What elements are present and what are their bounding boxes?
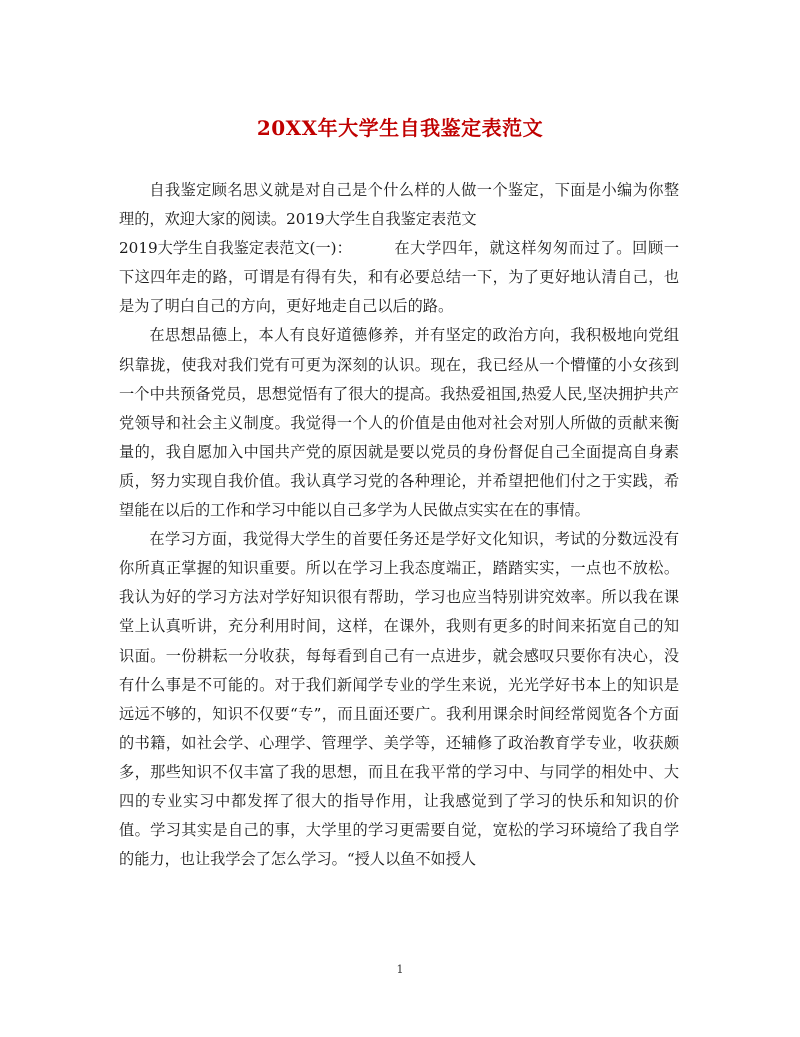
document-title: 20XX年大学生自我鉴定表范文 [256, 116, 544, 140]
paragraph-intro: 自我鉴定顾名思义就是对自己是个什么样的人做一个鉴定，下面是小编为你整理的，欢迎大家的阅读。2019大学生自我鉴定表范文 [119, 181, 679, 229]
paragraph-section-1 [119, 234, 679, 321]
paragraph-study: 在学习方面，我觉得大学生的首要任务还是学好文化知识，考试的分数远没有你所真正掌握的知识重要。所以在学习上我态度端正，踏踏实实，一点也不放松。我认为好的学习方法对学好知识很有帮助，学习也应当特别讲究效率。所以我在课堂上认真听讲，充分利用时间，这样，在课外，我则有更多的时间来拓宽自己的知识面。一份耕耘一分收获，每每看到自己有一点进步，就会感叹只要你有决心，没有什么事是不可能的。对于我们新闻学专业的学生来说，光光学好书本上的知识是远远不够的，知识不仅要“专”，而且面还要广。我利用课余时间经常阅览各个方面的书籍，如社会学、心理学、管理学、美学等，还辅修了政治教育学专业，收获颇多，那些知识不仅丰富了我的思想，而且在我平常的学习中、与同学的相处中、大四的专业实习中都发挥了很大的指导作用，让我感觉到了学习的快乐和知识的价值。学习其实是自己的事，大学里的学习更需要自觉，宽松的学习环境给了我自学的能力，也让我学会了怎么学习。“授人以鱼不如授人 [119, 530, 679, 869]
section-opening-text: 在大学四年，就这样匆匆而过了。回顾一下这四年走的路，可谓是有得有失，和有必要总结一下，为了更好地认清自己，也是为了明白自己的方向，更好地走自己以后的路。 [119, 239, 679, 316]
document-body [119, 176, 679, 874]
page-number: 1 [396, 963, 404, 976]
paragraph-ideology: 在思想品德上，本人有良好道德修养，并有坚定的政治方向，我积极地向党组织靠拢，使我对我们党有可更为深刻的认识。现在，我已经从一个懵懂的小女孩到一个中共预备党员，思想觉悟有了很大的提高。我热爱祖国,热爱人民,坚决拥护共产党领导和社会主义制度。我觉得一个人的价值是由他对社会对别人所做的贡献来衡量的，我自愿加入中国共产党的原因就是要以党员的身份督促自己全面提高自身素质，努力实现自我价值。我认真学习党的各种理论，并希望把他们付之于实践，希望能在以后的工作和学习中能以自己多学为人民做点实实在在的事情。 [119, 326, 679, 520]
section-heading: 2019大学生自我鉴定表范文(一)： [119, 239, 352, 258]
